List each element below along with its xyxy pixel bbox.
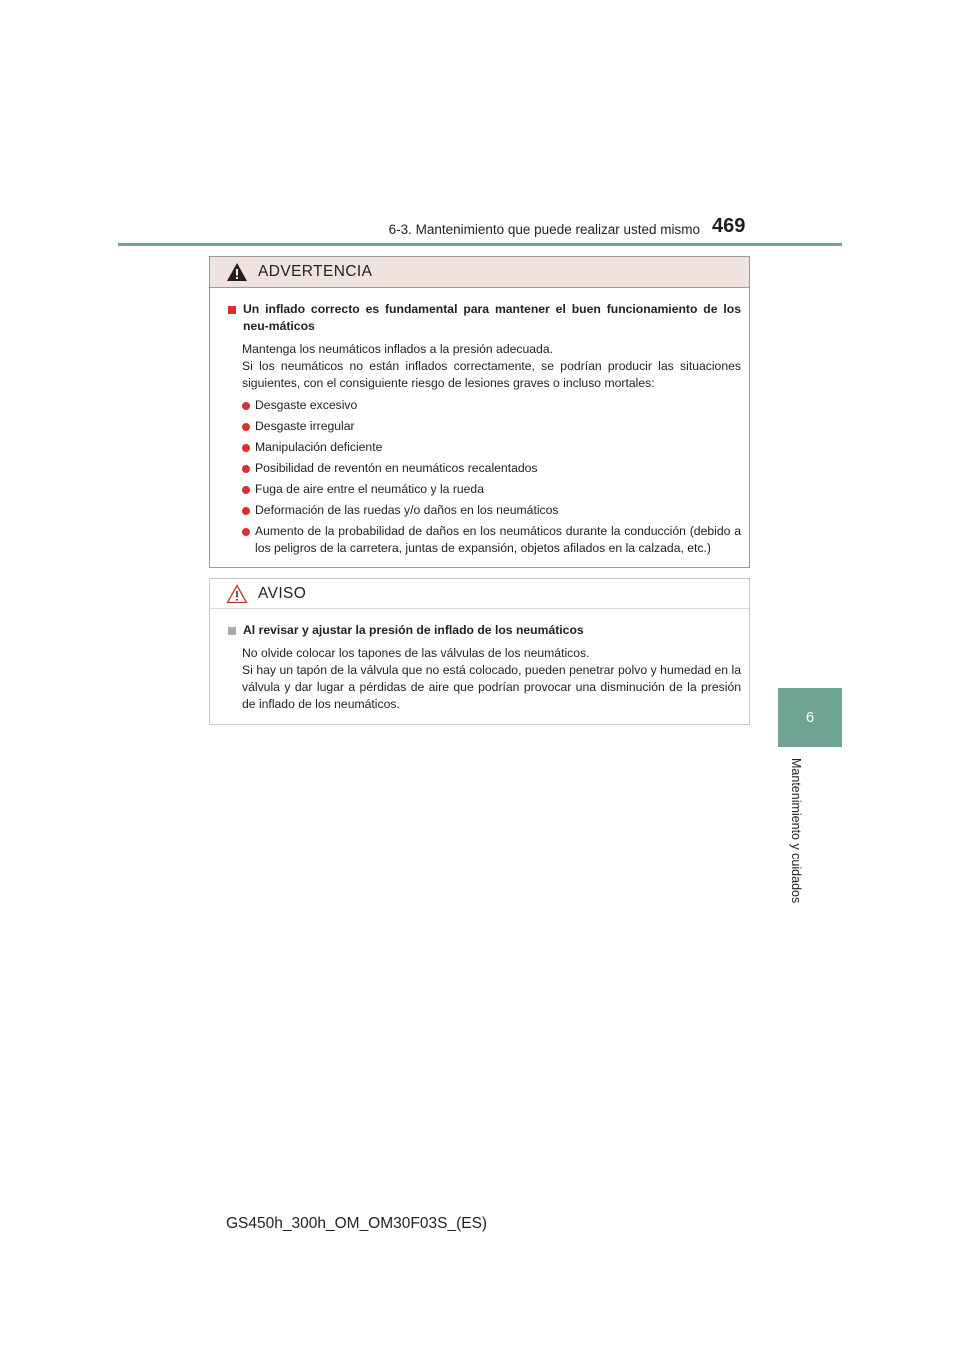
red-dot-bullet-icon: [242, 444, 250, 452]
warning-box: [209, 256, 750, 568]
red-dot-bullet-icon: [242, 507, 250, 515]
manual-code: GS450h_300h_OM_OM30F03S_(ES): [226, 1215, 488, 1232]
notice-item-title: [228, 622, 741, 639]
caution-triangle-outline-icon: [226, 584, 248, 604]
list-item: Fuga de aire entre el neumático y la rueda: [242, 481, 741, 498]
list-item: Manipulación deficiente: [242, 439, 741, 456]
list-item: Aumento de la probabilidad de daños en los neumáticos durante la conducción (debido a los peligros de la carretera, juntas de expansión, objetos afilados en la calzada, etc.): [242, 523, 741, 557]
notice-box-body: [210, 609, 749, 713]
page-number: 469: [712, 215, 746, 237]
chapter-tab: [778, 688, 842, 747]
red-dot-bullet-icon: [242, 423, 250, 431]
warning-title: ADVERTENCIA: [258, 263, 373, 280]
notice-title: AVISO: [258, 584, 307, 602]
warning-item-title-text: Un inflado correcto es fundamental para mantener el buen funcionamiento de los neu-máticos: [243, 302, 741, 333]
red-dot-bullet-icon: [242, 465, 250, 473]
red-square-bullet-icon: [228, 306, 236, 314]
warning-triangle-icon: [226, 262, 248, 282]
notice-paragraph-2: Si hay un tapón de la válvula que no está colocado, pueden penetrar polvo y humedad en la válvula y dar lugar a pérdidas de aire que podrían provocar una disminución de la presión de inflado de los neumáticos.: [242, 663, 741, 711]
warning-item-title: [228, 301, 741, 335]
red-dot-bullet-icon: [242, 528, 250, 536]
warning-bullet-list: [242, 397, 741, 557]
list-item: Desgaste excesivo: [242, 397, 741, 414]
notice-paragraph-1: No olvide colocar los tapones de las válvulas de los neumáticos.: [242, 646, 590, 660]
notice-item-title-text: Al revisar y ajustar la presión de inflado de los neumáticos: [243, 623, 584, 637]
list-item: Posibilidad de reventón en neumáticos recalentados: [242, 460, 741, 477]
warning-paragraph-2: Si los neumáticos no están inflados correctamente, se podrían producir las situaciones siguientes, con el consiguiente riesgo de lesiones graves o incluso mortales:: [242, 359, 741, 390]
warning-box-header: [210, 257, 749, 288]
list-item: Deformación de las ruedas y/o daños en los neumáticos: [242, 502, 741, 519]
warning-paragraph-1: Mantenga los neumáticos inflados a la presión adecuada.: [242, 342, 553, 356]
section-title: 6-3. Mantenimiento que puede realizar usted mismo: [388, 222, 700, 237]
gray-square-bullet-icon: [228, 627, 236, 635]
red-dot-bullet-icon: [242, 486, 250, 494]
notice-box: [209, 578, 750, 725]
warning-box-body: [210, 288, 749, 557]
red-dot-bullet-icon: [242, 402, 250, 410]
chapter-number: 6: [805, 709, 815, 726]
list-item: Desgaste irregular: [242, 418, 741, 435]
chapter-title: Mantenimiento y cuidados: [789, 758, 803, 904]
notice-box-header: [210, 579, 749, 609]
header-rule: [118, 243, 842, 246]
